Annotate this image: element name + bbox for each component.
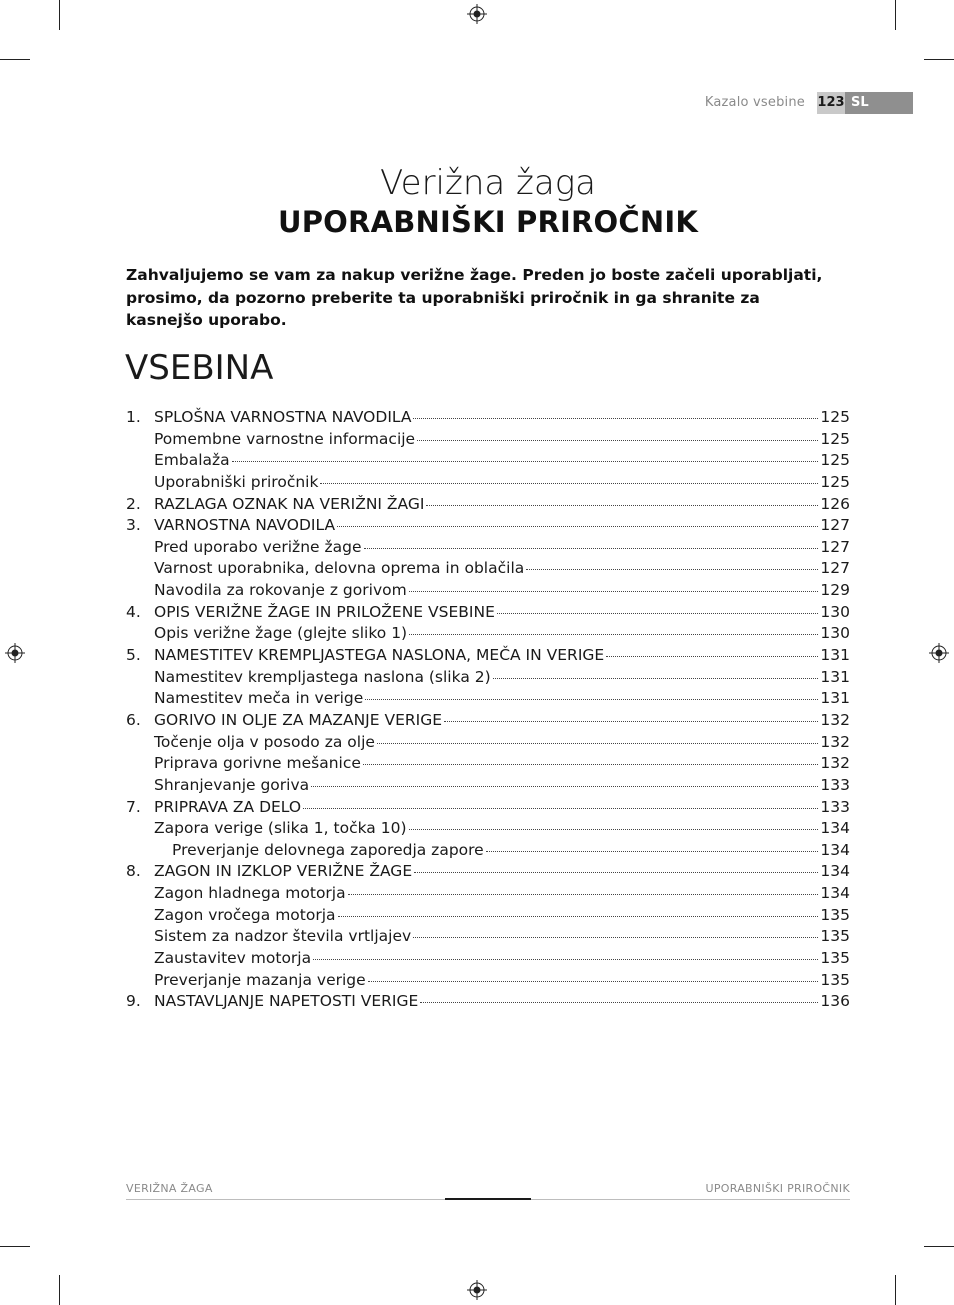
toc-entry[interactable]	[126, 949, 850, 971]
toc-entry-page: 130	[820, 624, 850, 643]
toc-entry[interactable]	[126, 819, 850, 841]
toc-entry-leader	[444, 721, 818, 722]
toc-entry-leader	[338, 916, 819, 917]
toc-entry-page: 129	[820, 581, 850, 600]
toc-entry-page: 125	[820, 429, 850, 448]
intro-paragraph: Zahvaljujemo se vam za nakup verižne žage. Preden jo boste začeli uporabljati, prosimo, da pozorno preberite ta uporabniški priročnik in ga shranite za kasnejšo uporabo.	[126, 266, 823, 329]
crop-mark	[59, 0, 60, 30]
toc-entry-leader	[409, 829, 819, 830]
toc-entry-page: 131	[820, 689, 850, 708]
table-of-contents	[126, 408, 850, 1014]
toc-entry[interactable]	[126, 559, 850, 581]
toc-entry-page: 131	[820, 646, 850, 665]
crop-mark	[924, 59, 954, 60]
toc-entry-leader	[232, 461, 819, 462]
toc-entry[interactable]	[126, 884, 850, 906]
toc-entry-label: Pred uporabo verižne žage	[154, 537, 362, 556]
toc-entry-leader	[365, 699, 818, 700]
toc-entry-leader	[606, 656, 818, 657]
toc-entry-leader	[337, 526, 818, 527]
toc-entry-label: Točenje olja v posodo za olje	[154, 732, 375, 751]
toc-entry-page: 135	[820, 927, 850, 946]
toc-entry-leader	[377, 743, 818, 744]
toc-entry[interactable]	[126, 473, 850, 495]
toc-entry-label: Opis verižne žage (glejte sliko 1)	[154, 624, 408, 643]
toc-entry-page: 127	[820, 559, 850, 578]
toc-entry-label: NAMESTITEV KREMPLJASTEGA NASLONA, MEČA IN VERIGE	[154, 646, 605, 665]
toc-entry[interactable]	[126, 646, 850, 668]
toc-entry-label: Preverjanje delovnega zaporedja zapore	[172, 840, 484, 859]
toc-entry[interactable]	[126, 516, 850, 538]
crop-mark	[0, 1246, 30, 1247]
toc-entry-page: 134	[820, 862, 850, 881]
toc-entry-leader	[417, 440, 818, 441]
toc-entry-label: Varnost uporabnika, delovna oprema in oblačila	[154, 559, 525, 578]
toc-entry-leader	[303, 808, 818, 809]
toc-entry-label: Zagon vročega motorja	[154, 905, 336, 924]
toc-entry-label: Zaustavitev motorja	[154, 949, 312, 968]
toc-entry[interactable]	[126, 689, 850, 711]
toc-entry-leader	[426, 505, 818, 506]
toc-entry[interactable]	[126, 798, 850, 820]
toc-entry-page: 131	[820, 667, 850, 686]
footer-rule-accent	[445, 1198, 531, 1200]
toc-entry-page: 135	[820, 970, 850, 989]
toc-entry[interactable]	[126, 668, 850, 690]
registration-mark-icon	[929, 643, 949, 663]
toc-entry-page: 126	[820, 494, 850, 513]
toc-entry-label: ZAGON IN IZKLOP VERIŽNE ŽAGE	[154, 862, 413, 881]
toc-entry-leader	[497, 613, 819, 614]
footer-left-text: VERIŽNA ŽAGA	[126, 1182, 213, 1195]
toc-entry-page: 125	[820, 408, 850, 426]
toc-entry-label: Zagon hladnega motorja	[154, 884, 346, 903]
toc-entry-page: 127	[820, 516, 850, 535]
crop-mark	[895, 0, 896, 30]
crop-mark	[895, 1275, 896, 1305]
toc-entry[interactable]	[126, 971, 850, 993]
toc-entry-label: Preverjanje mazanja verige	[154, 970, 366, 989]
toc-entry-page: 134	[820, 884, 850, 903]
toc-entry-label: Pomembne varnostne informacije	[154, 429, 416, 448]
header-language-tab: SL	[845, 92, 913, 114]
toc-entry-label: Shranjevanje goriva	[154, 775, 310, 794]
toc-entry-page: 134	[820, 840, 850, 859]
toc-entry[interactable]	[126, 711, 850, 733]
toc-entry-leader	[526, 569, 818, 570]
toc-entry-leader	[486, 851, 819, 852]
toc-entry-label: Sistem za nadzor števila vrtljajev	[154, 927, 412, 946]
toc-entry[interactable]	[126, 581, 850, 603]
header-page-number: 123	[817, 92, 845, 114]
toc-entry-number: 4.	[126, 602, 141, 621]
toc-entry-page: 134	[820, 819, 850, 838]
toc-entry-label: Zapora verige (slika 1, točka 10)	[154, 819, 407, 838]
toc-entry-number: 2.	[126, 494, 141, 513]
toc-entry-label: Uporabniški priročnik	[154, 472, 319, 491]
registration-mark-icon	[467, 4, 487, 24]
toc-entry-leader	[409, 634, 818, 635]
toc-entry-leader	[409, 591, 819, 592]
toc-entry-label: Namestitev krempljastega naslona (slika 2)	[154, 667, 491, 686]
document-title: Verižna žaga	[380, 163, 596, 203]
crop-mark	[59, 1275, 60, 1305]
toc-entry[interactable]	[126, 495, 850, 517]
toc-entry-leader	[413, 418, 818, 419]
toc-entry-page: 132	[820, 754, 850, 773]
toc-entry-label: VARNOSTNA NAVODILA	[154, 516, 336, 535]
toc-entry[interactable]	[126, 927, 850, 949]
toc-entry[interactable]	[126, 776, 850, 798]
toc-entry-label: Navodila za rokovanje z gorivom	[154, 581, 407, 600]
toc-entry-page: 133	[820, 775, 850, 794]
header-section-title: Kazalo vsebine	[704, 95, 805, 110]
toc-entry[interactable]	[126, 841, 850, 863]
toc-entry-label: Namestitev meča in verige	[154, 689, 364, 708]
toc-entry-leader	[493, 678, 819, 679]
toc-entry-leader	[348, 894, 819, 895]
toc-entry-label: NASTAVLJANJE NAPETOSTI VERIGE	[154, 992, 419, 1011]
toc-entry-label: OPIS VERIŽNE ŽAGE IN PRILOŽENE VSEBINE	[154, 602, 495, 621]
toc-entry-label: SPLOŠNA VARNOSTNA NAVODILA	[154, 408, 412, 426]
footer-right-text: UPORABNIŠKI PRIROČNIK	[705, 1182, 850, 1195]
toc-entry-page: 125	[820, 472, 850, 491]
toc-entry-leader	[420, 1002, 818, 1003]
toc-entry[interactable]	[126, 408, 850, 430]
toc-entry-page: 135	[820, 949, 850, 968]
toc-entry-number: 3.	[126, 516, 141, 535]
toc-entry-number: 6.	[126, 710, 141, 729]
registration-mark-icon	[467, 1280, 487, 1300]
toc-entry-number: 8.	[126, 862, 141, 881]
toc-entry-number: 5.	[126, 646, 141, 665]
toc-entry[interactable]	[126, 733, 850, 755]
toc-entry-label: Priprava gorivne mešanice	[154, 754, 361, 773]
toc-entry-leader	[368, 981, 819, 982]
toc-entry-page: 135	[820, 905, 850, 924]
toc-entry[interactable]	[126, 451, 850, 473]
toc-entry-label: GORIVO IN OLJE ZA MAZANJE VERIGE	[154, 710, 443, 729]
toc-entry-number: 1.	[126, 408, 141, 426]
toc-entry-page: 130	[820, 602, 850, 621]
toc-entry-leader	[313, 959, 818, 960]
toc-entry-page: 132	[820, 732, 850, 751]
toc-entry[interactable]	[126, 906, 850, 928]
toc-entry-number: 9.	[126, 992, 141, 1011]
toc-entry-leader	[311, 786, 818, 787]
toc-entry[interactable]	[126, 992, 850, 1014]
toc-entry-leader	[414, 872, 818, 873]
toc-entry[interactable]	[126, 754, 850, 776]
toc-entry-leader	[363, 764, 818, 765]
toc-heading: VSEBINA	[125, 348, 274, 388]
toc-entry-leader	[320, 483, 818, 484]
toc-entry[interactable]	[126, 862, 850, 884]
toc-entry[interactable]	[126, 624, 850, 646]
toc-entry-page: 125	[820, 451, 850, 470]
document-subtitle: UPORABNIŠKI PRIROČNIK	[277, 205, 698, 239]
toc-entry-page: 133	[820, 797, 850, 816]
toc-entry-leader	[364, 548, 819, 549]
toc-entry[interactable]	[126, 430, 850, 452]
crop-mark	[0, 59, 30, 60]
crop-mark	[924, 1246, 954, 1247]
toc-entry[interactable]	[126, 603, 850, 625]
toc-entry-label: Embalaža	[154, 451, 230, 470]
toc-entry-label: PRIPRAVA ZA DELO	[154, 797, 302, 816]
toc-entry-page: 136	[820, 992, 850, 1011]
toc-entry-number: 7.	[126, 797, 141, 816]
toc-entry-page: 127	[820, 537, 850, 556]
toc-entry[interactable]	[126, 538, 850, 560]
toc-entry-label: RAZLAGA OZNAK NA VERIŽNI ŽAGI	[154, 494, 425, 513]
toc-entry-page: 132	[820, 710, 850, 729]
registration-mark-icon	[5, 643, 25, 663]
toc-entry-leader	[413, 937, 818, 938]
